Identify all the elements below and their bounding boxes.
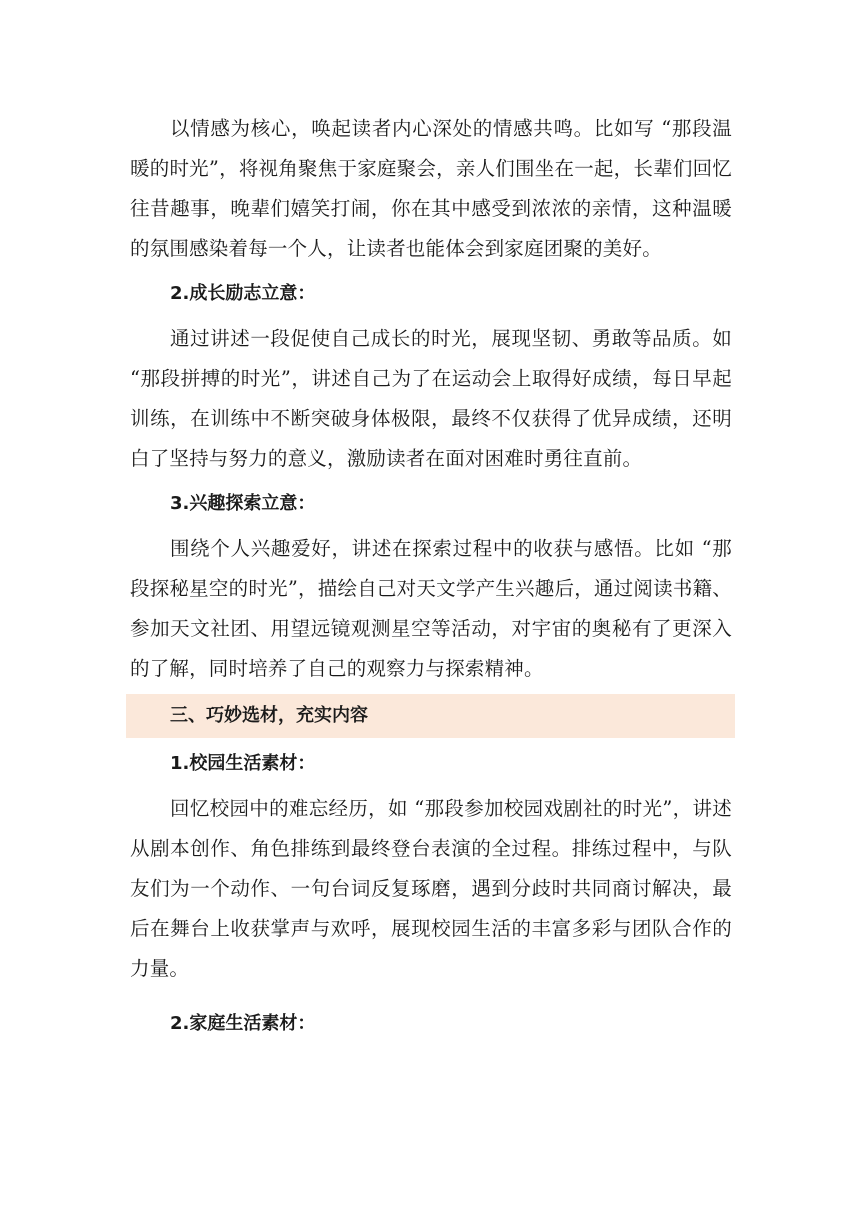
- paragraph-emotion-intent: 以情感为核心，唤起读者内心深处的情感共鸣。比如写 “那段温暖的时光”，将视角聚焦于家庭聚会，亲人们围坐在一起，长辈们回忆往昔趣事，晚辈们嬉笑打闹，你在其中感受到浓浓的亲情，这种温暖的氛围感染着每一个人，让读者也能体会到家庭团聚的美好。: [130, 117, 732, 260]
- paragraph-interest-intent: 围绕个人兴趣爱好，讲述在探索过程中的收获与感悟。比如 “那段探秘星空的时光”，描绘自己对天文学产生兴趣后，通过阅读书籍、参加天文社团、用望远镜观测星空等活动，对宇宙的奥秘有了更深入的了解，同时培养了自己的观察力与探索精神。: [130, 537, 732, 680]
- document-body: [130, 109, 732, 1049]
- paragraph-campus-material: 回忆校园中的难忘经历，如 “那段参加校园戏剧社的时光”，讲述从剧本创作、角色排练到最终登台表演的全过程。排练过程中，与队友们为一个动作、一句台词反复琢磨，遇到分歧时共同商讨解决，最后在舞台上收获掌声与欢呼，展现校园生活的丰富多彩与团队合作的力量。: [130, 797, 732, 980]
- paragraph-growth-intent: 通过讲述一段促使自己成长的时光，展现坚韧、勇敢等品质。如 “那段拼搏的时光”，讲述自己为了在运动会上取得好成绩，每日早起训练，在训练中不断突破身体极限，最终不仅获得了优异成绩，还明白了坚持与努力的意义，激励读者在面对困难时勇往直前。: [130, 327, 732, 470]
- subheading-interest-intent: 3.兴趣探索立意：: [170, 493, 316, 514]
- section-heading-material: 三、巧妙选材，充实内容: [126, 694, 735, 738]
- subheading-campus-material: 1.校园生活素材：: [170, 753, 316, 774]
- subheading-growth-intent: 2.成长励志立意：: [170, 283, 316, 304]
- subheading-family-material: 2.家庭生活素材：: [170, 1013, 316, 1034]
